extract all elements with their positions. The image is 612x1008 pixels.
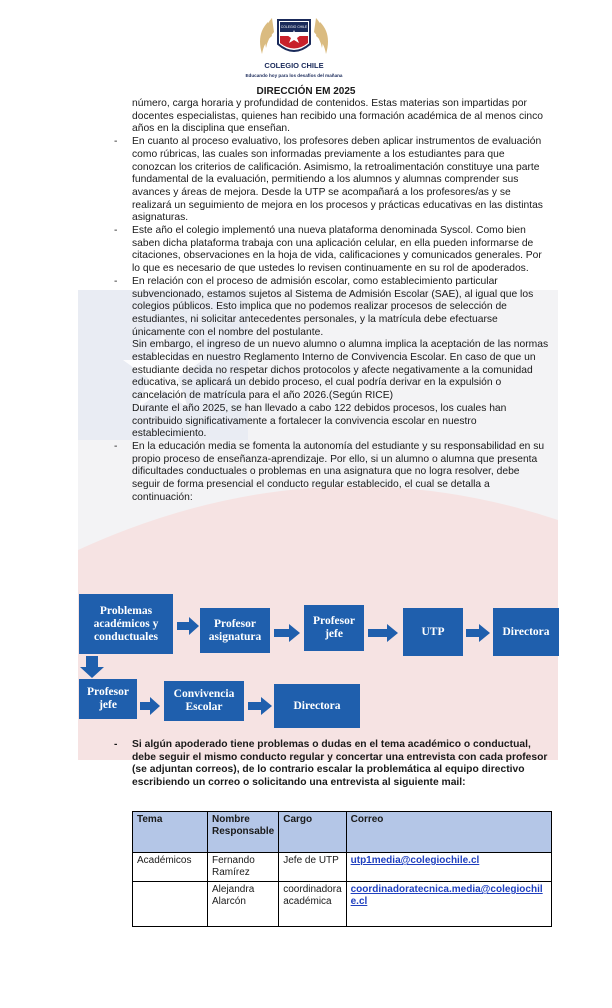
- bullet-dash: -: [114, 275, 118, 287]
- email-link[interactable]: coordinadoratecnica.media@colegiochile.cl: [350, 884, 543, 907]
- table-row: [133, 853, 552, 882]
- logo-tagline: Educando hoy para los desafíos del mañana: [245, 73, 343, 78]
- bullet-text: En relación con el proceso de admisión escolar, como establecimiento particular subvencionado, estamos sujetos al Sistema de Admisión Escolar (SAE), al igual que los colegios públicos. Esto implica que no podemos realizar procesos de selección de estudiantes, ni solicitar antecedentes personales, y la matrícula debe efectuarse únicamente con el nombre del postulante.: [132, 275, 534, 338]
- table-header-row: [133, 812, 552, 853]
- bullet-text: En la educación media se fomenta la autonomía del estudiante y su responsabilidad en su propio proceso de enseñanza-aprendizaje. Por ello, si un alumno o alumna que presenta dificultades conductuales o problemas en una asignatura que no logra resolver, debe seguir de forma presencial el conducto regular establecido, el cual se detalla a continuación:: [132, 440, 545, 503]
- bullet-text: En cuanto al proceso evaluativo, los profesores deben aplicar instrumentos de evaluación como rúbricas, las cuales son informadas previamente a los estudiantes para que conozcan los criterios de calificación. Asimismo, la retroalimentación constituye una parte fundamental de la evaluación, permitiendo a los alumnos y alumnas comprender sus avances y áreas de mejora. Desde la UTP se acompañará a los profesores/as y se realizará un seguimiento de mejora en los procesos y prácticas educativas en las distintas asignaturas.: [132, 136, 543, 224]
- due-process-paragraph: Durante el año 2025, se han llevado a cabo 122 debidos procesos, los cuales han contribuido significativamente a fortalecer la convivencia escolar en nuestro establecimiento.: [132, 402, 507, 440]
- flow-box-profesor-jefe: Profesor jefe: [304, 605, 364, 651]
- flow-box-profesor-asignatura: Profesor asignatura: [200, 608, 270, 653]
- bullet-dash: -: [114, 440, 118, 452]
- column-header: Tema: [133, 812, 208, 853]
- bullet-autonomy: [114, 441, 550, 505]
- contacts-table: [132, 811, 552, 927]
- bullet-evaluation: [114, 136, 550, 225]
- cell-tema: [133, 882, 208, 927]
- flow-box-utp: UTP: [403, 608, 463, 656]
- flow-box-convivencia: Convivencia Escolar: [164, 681, 244, 721]
- document-title: DIRECCIÓN EM 2025: [256, 86, 356, 97]
- flow-box-problemas: Problemas académicos y conductuales: [79, 594, 173, 654]
- bullet-contact: [114, 739, 550, 790]
- flow-box-directora: Directora: [493, 608, 559, 656]
- logo-name: COLEGIO CHILE: [264, 61, 324, 70]
- logo-seal-text: COLEGIO CHILE: [280, 25, 308, 29]
- bullet-dash: -: [114, 136, 118, 148]
- school-logo: [222, 8, 366, 85]
- bullet-text: Si algún apoderado tiene problemas o dudas en el tema académico o conductual, debe seguir el mismo conducto regular y concertar una entrevista con cada profesor (se adjuntan correos), de lo contrario escalar la problemática al equipo directivo escribiendo un correo o solicitando una entrevista al siguiente mail:: [132, 739, 548, 789]
- contact-section: [114, 739, 550, 790]
- bullet-admission: [114, 276, 550, 340]
- bullet-dash: -: [114, 225, 118, 237]
- cell-nombre: Alejandra Alarcón: [208, 882, 279, 927]
- bullet-dash: -: [114, 739, 118, 750]
- cell-cargo: Jefe de UTP: [279, 853, 346, 882]
- bullet-syscol: [114, 225, 550, 276]
- cell-nombre: Fernando Ramírez: [208, 853, 279, 882]
- cell-correo: [346, 882, 551, 927]
- table-row: [133, 882, 552, 927]
- intro-continuation: número, carga horaria y profundidad de contenidos. Estas materias son impartidas por docentes especialistas, quienes han recibido una formación académica de al menos cinco años en la disciplina que enseñan.: [132, 98, 543, 135]
- document-body: [114, 98, 550, 505]
- cell-correo: [346, 853, 551, 882]
- column-header: Nombre Responsable: [208, 812, 279, 853]
- flow-box-profesor-jefe-2: Profesor jefe: [79, 679, 137, 719]
- cell-cargo: coordinadora académica: [279, 882, 346, 927]
- cell-tema: Académicos: [133, 853, 208, 882]
- flow-box-directora-2: Directora: [274, 684, 360, 728]
- column-header: Correo: [346, 812, 551, 853]
- column-header: Cargo: [279, 812, 346, 853]
- email-link[interactable]: utp1media@colegiochile.cl: [350, 855, 480, 866]
- bullet-text: Este año el colegio implementó una nueva plataforma denominada Syscol. Como bien saben dicha plataforma trabaja con una aplicación celular, en ella pueden informarse de citaciones, observaciones en la hoja de vida, calificaciones y comunicados generales. Por lo que es necesario de que ustedes lo revisen continuamente en su rol de apoderados.: [132, 225, 542, 275]
- admission-followup: Sin embargo, el ingreso de un nuevo alumno o alumna implica la aceptación de las normas establecidas en nuestro Reglamento Interno de Convivencia Escolar. En caso de que un estudiante decida no respetar dichos protocolos y afecte negativamente a la comunidad educativa, se aplicará un debido proceso, el cual podría derivar en la expulsión o cancelación de matrícula para el año 2026.(Según RICE): [132, 339, 549, 402]
